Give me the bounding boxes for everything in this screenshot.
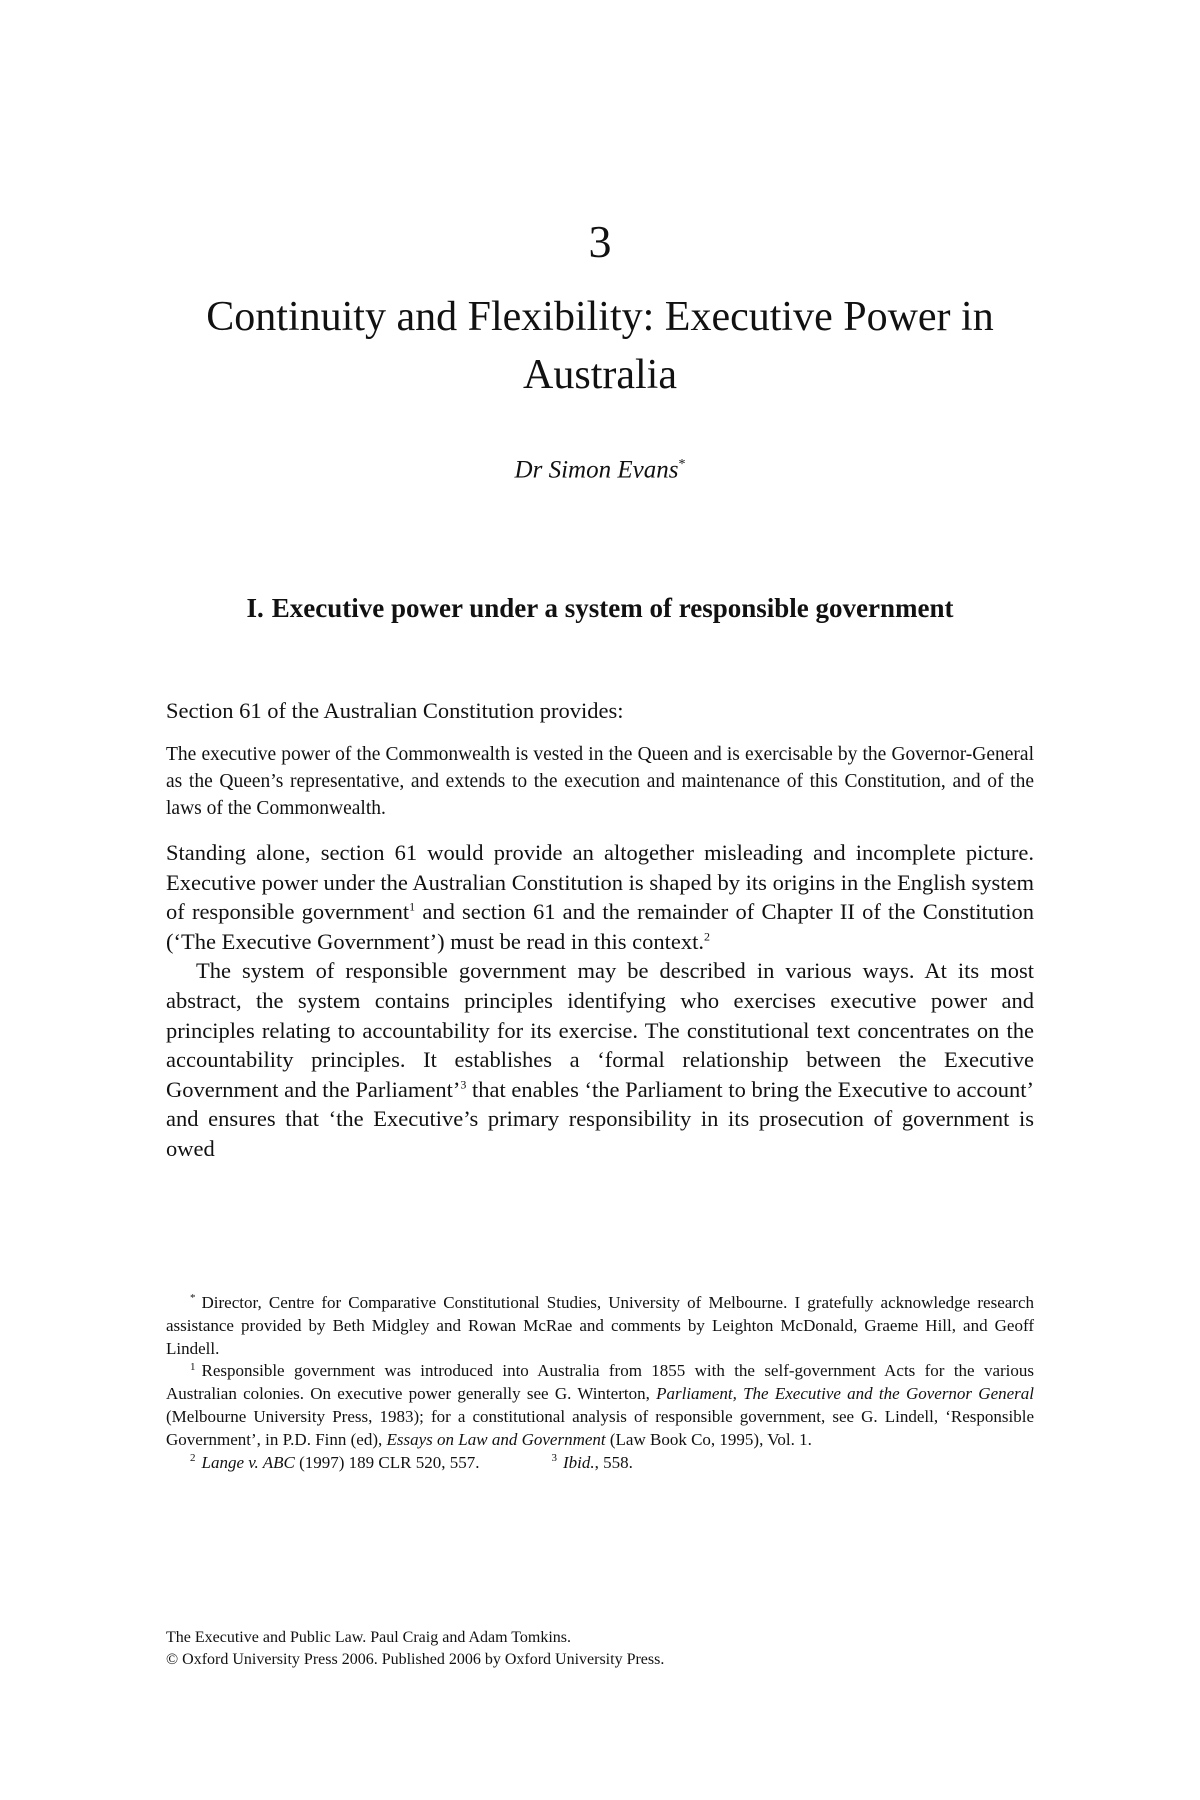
intro-paragraph: Section 61 of the Australian Constitution provides: [166,698,624,723]
imprint-line: The Executive and Public Law. Paul Craig and Adam Tomkins. [166,1629,572,1646]
footnote [166,1360,1034,1451]
block-quote: The executive power of the Commonwealth is vested in the Queen and is exercisable by the Governor-General as the Queen’s representative, and extends to the execution and maintenance of this Constitution, and of the laws of the Commonwealth. [166,744,1034,819]
footnote [166,1292,1034,1360]
copyright-line: © Oxford University Press 2006. Published 2006 by Oxford University Press. [166,1651,665,1668]
footnote-citation: Parliament, The Executive and the Governor General [656,1384,1035,1404]
author-name: Dr Simon Evans [514,456,679,484]
chapter-title: Continuity and Flexibility: Executive Power in Australia [206,294,994,398]
footnote-mark: 2 [190,1451,196,1464]
section-number: I. [246,593,264,623]
body-paragraph [166,956,1034,1163]
footnote-text: Responsible government was introduced into Australia from 1855 with the self-government Acts for the various Australian colonies. On executive power generally see G. Winterton, [166,1361,1034,1404]
author-note-mark: * [678,457,686,472]
paragraph-text: Standing alone, section 61 would provide an altogether misleading and incomplete picture. Executive power under the Australian Constitution is shaped by its origins in the English system of responsible government [166,840,1034,925]
footnote-citation: Lange v. ABC [201,1452,295,1472]
body-text [166,838,1034,1164]
footnote-text: (Law Book Co, 1995), Vol. 1. [605,1429,812,1449]
section-title: Executive power under a system of responsible government [271,593,954,623]
footnote-citation: Essays on Law and Government [386,1429,606,1449]
paragraph-text: that enables ‘the Parliament to bring the Executive to account’ and ensures that ‘the Executive’s primary responsibility in its prosecution of government is owed [166,1076,1034,1161]
paragraph-text: The system of responsible government may be described in various ways. At its most abstract, the system contains principles identifying who exercises executive power and principles relating to accountability for its exercise. The constitutional text concentrates on the accountability principles. It establishes a ‘formal relationship between the Executive Government and the Parliament’ [166,958,1034,1102]
body-paragraph [166,838,1034,956]
footnotes [166,1292,1034,1474]
footnote-text: Director, Centre for Comparative Constitutional Studies, University of Melbourne. I gratefully acknowledge research assistance provided by Beth Midgley and Rowan McRae and comments by Leighton McDonald, Graeme Hill, and Geoff Lindell. [166,1293,1034,1358]
footnote-reference: 3 [460,1077,467,1092]
footnote-reference: 2 [703,929,710,944]
footnote-text: , 558. [594,1452,633,1472]
paragraph-text: and section 61 and the remainder of Chapter II of the Constitution (‘The Executive Government’) must be read in this context. [166,899,1034,954]
footnote-text: (Melbourne University Press, 1983); for a constitutional analysis of responsible government, see G. Lindell, ‘Responsible Government’, in P.D. Finn (ed), [166,1406,1034,1449]
section-heading [166,590,1034,626]
chapter-author [0,450,1200,485]
publisher-imprint [166,1627,1034,1671]
footnote-text: (1997) 189 CLR 520, 557. [294,1452,480,1472]
chapter-number: 3 [588,216,612,267]
footnote-mark: 1 [190,1360,196,1373]
footnote-mark: * [190,1292,196,1305]
footnote-mark: 3 [551,1451,557,1464]
footnote-citation: Ibid. [562,1452,595,1472]
footnote [166,1452,1034,1475]
footnote-reference: 1 [409,899,416,914]
